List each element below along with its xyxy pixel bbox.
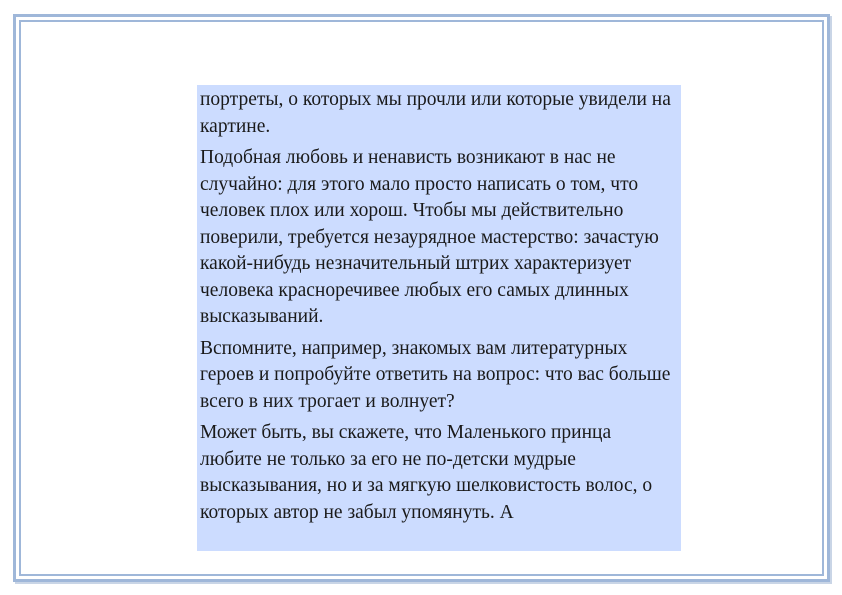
paragraph-2: Подобная любовь и ненависть возникают в нас не случайно: для этого мало просто написать о том, что человек плох или хорош. Чтобы мы действительно поверили, требуется незаурядное мастерство: зачастую какой-нибудь незначительный штрих характеризует человека красноречивее любых его самых длинных высказываний.	[200, 147, 659, 327]
paragraph-4: Может быть, вы скажете, что Маленького принца любите не только за его не по-детски мудрые высказывания, но и за мягкую шелковистость волос, о которых автор не забыл упомянуть. А	[200, 422, 653, 523]
paragraph-3: Вспомните, например, знакомых вам литературных героев и попробуйте ответить на вопрос: что вас больше всего в них трогает и волнует?	[200, 337, 671, 412]
paragraph-1: портреты, о которых мы прочли или которые увидели на картине.	[200, 89, 671, 137]
text-block	[197, 85, 681, 551]
